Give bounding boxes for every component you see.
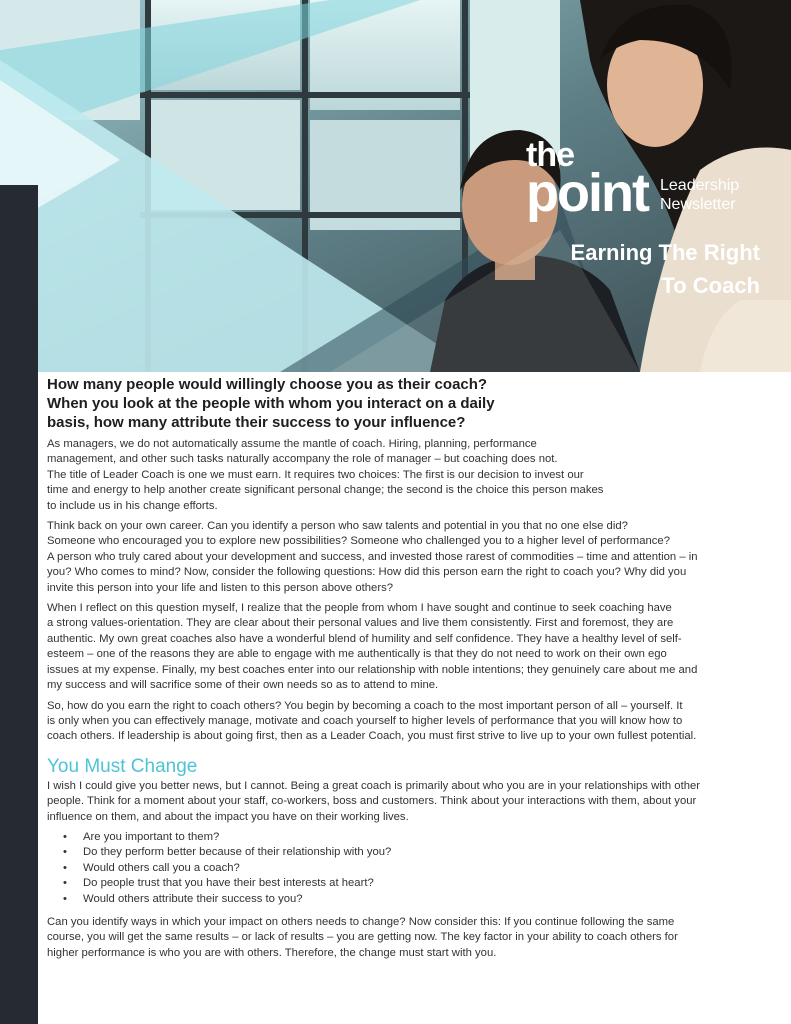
paragraph-4 (47, 699, 769, 745)
paragraph-5 (47, 779, 769, 825)
bullet-dot: • (63, 846, 67, 859)
list-item (63, 876, 769, 891)
p5-line: people. Think for a moment about your staff, co-workers, boss and customers. Think about your interactions with them, about your (47, 795, 697, 808)
list-item-text: Do people trust that you have their best interests at heart? (83, 877, 374, 890)
list-item (63, 830, 769, 845)
p1-line: time and energy to help another create significant personal change; the second is the choice this person makes (47, 484, 604, 497)
list-item (63, 861, 769, 876)
bullet-dot: • (63, 830, 67, 843)
p2-line: invite this person into your life and listen to this person above others? (47, 581, 394, 594)
p4-line: coach others. If leadership is about going first, then as a Leader Coach, you must first strive to live up to your own fullest potential. (47, 730, 697, 743)
p1-line: The title of Leader Coach is one we must earn. It requires two choices: The first is our decision to invest our (47, 468, 584, 481)
list-item (63, 892, 769, 907)
bullet-dot: • (63, 892, 67, 905)
masthead-subtitle-line2: Newsletter (660, 196, 736, 213)
p1-line: to include us in his change efforts. (47, 499, 218, 512)
newsletter-masthead (526, 138, 766, 228)
list-item (63, 845, 769, 860)
article-body (47, 375, 769, 966)
list-item-text: Do they perform better because of their relationship with you? (83, 846, 392, 859)
p6-line: higher performance is who you are with others. Therefore, the change must start with you. (47, 946, 497, 959)
masthead-subtitle-line1: Leadership (660, 177, 740, 194)
p3-line: authentic. My own great coaches also have a wonderful blend of humility and self confidence. They have a healthy level of self- (47, 632, 682, 645)
p2-line: A person who truly cared about your development and success, and invested those rarest of commodities – time and attention – in (47, 550, 698, 563)
p4-line: is only when you can effectively manage, motivate and coach yourself to higher levels of performance that you will know how to (47, 714, 683, 727)
p4-line: So, how do you earn the right to coach others? You begin by becoming a coach to the most important person of all – yourself. It (47, 699, 683, 712)
p1-line: As managers, we do not automatically assume the mantle of coach. Hiring, planning, performance (47, 438, 537, 450)
p3-line: When I reflect on this question myself, I realize that the people from whom I have sought and continue to seek coaching have (47, 602, 672, 615)
list-item-text: Are you important to them? (83, 830, 220, 843)
p3-line: a strong values-orientation. They are clear about their personal values and live them consistently. First and foremost, they are (47, 617, 674, 630)
left-accent-bar (0, 185, 38, 1024)
p3-line: esteem – one of the reasons they are able to engage with me authentically is that they do not need to work on their own ego (47, 648, 667, 661)
section-heading: You Must Change (47, 755, 198, 777)
hero-banner (0, 0, 791, 372)
article-title-line1: Earning The Right (570, 240, 760, 265)
article-title-line2: To Coach (661, 273, 760, 298)
p2-line: Think back on your own career. Can you identify a person who saw talents and potential in you that no one else did? (47, 520, 628, 533)
p3-line: issues at my expense. Finally, my best coaches enter into our relationship with noble intentions; they genuinely care about me and (47, 663, 698, 676)
list-item-text: Would others call you a coach? (83, 861, 240, 874)
p6-line: course, you will get the same results – or lack of results – you are getting now. The key factor in your ability to coach others for (47, 931, 678, 944)
p2-line: you? Who comes to mind? Now, consider the following questions: How did this person earn the right to coach you? Why did you (47, 566, 687, 579)
paragraph-3 (47, 601, 769, 693)
bullet-dot: • (63, 861, 67, 874)
paragraph-1 (47, 437, 769, 514)
p5-line: I wish I could give you better news, but I cannot. Being a great coach is primarily about who you are in your relationships with other (47, 779, 701, 792)
p6-line: Can you identify ways in which your impact on others needs to change? Now consider this: If you continue following the same (47, 915, 675, 928)
paragraph-6 (47, 915, 769, 961)
logo-point: point (526, 163, 648, 223)
bullet-dot: • (63, 877, 67, 890)
logo-the: the (526, 136, 574, 174)
p1-line: management, and other such tasks naturally accompany the role of manager – but coaching does not. (47, 453, 558, 466)
intro-question: How many people would willingly choose you as their coach? When you look at the people with whom you interact on a daily basis, how many attribute their success to your influence? (47, 376, 495, 431)
p2-line: Someone who encouraged you to explore new possibilities? Someone who challenged you to a higher level of performance? (47, 535, 670, 548)
p5-line: influence on them, and about the impact you have on their working lives. (47, 810, 409, 823)
masthead-subtitle (660, 176, 770, 214)
p3-line: my success and will sacrifice some of their own needs so as to attend to mine. (47, 679, 439, 692)
list-item-text: Would others attribute their success to you? (83, 892, 303, 905)
paragraph-2 (47, 519, 769, 596)
question-list (47, 830, 769, 907)
article-title (460, 236, 760, 302)
